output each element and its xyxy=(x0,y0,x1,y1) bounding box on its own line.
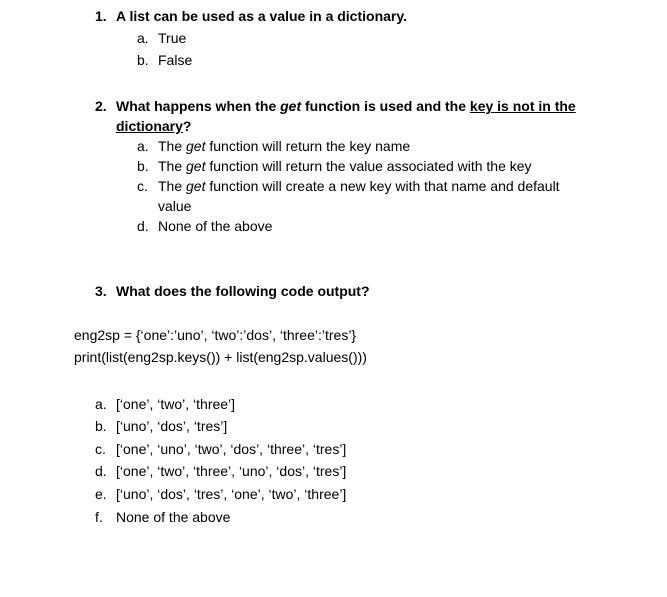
q2-qmark: ? xyxy=(182,118,192,134)
q3-option-c: [‘one’, ‘uno’, ‘two’, ‘dos’, ‘three’, ‘tres’] xyxy=(116,441,347,457)
q2-option-d-letter: d. xyxy=(137,218,149,234)
q3-option-a-letter: a. xyxy=(95,396,107,412)
q1-option-a-letter: a. xyxy=(137,30,149,46)
question-2-text-line1 xyxy=(116,96,576,116)
code-line-2: print(list(eng2sp.keys()) + list(eng2sp.values())) xyxy=(74,349,367,365)
q2-option-c-continued: value xyxy=(158,198,192,214)
q2-option-b-letter: b. xyxy=(137,158,149,174)
question-3-text: What does the following code output? xyxy=(116,283,370,299)
question-3-number: 3. xyxy=(95,283,107,299)
q3-option-a: [‘one’, ‘two’, ‘three’] xyxy=(116,396,236,412)
q2-option-a xyxy=(158,136,410,156)
q3-option-f: None of the above xyxy=(116,509,231,525)
q2-option-a-letter: a. xyxy=(137,138,149,154)
q3-option-e-letter: e. xyxy=(95,486,107,502)
question-1-text: A list can be used as a value in a dictionary. xyxy=(116,8,407,24)
q2-option-b xyxy=(158,156,532,176)
q1-option-b-letter: b. xyxy=(137,52,149,68)
q2-option-a-post: function will return the key name xyxy=(205,138,411,154)
q3-option-c-letter: c. xyxy=(95,441,106,457)
q3-option-b-letter: b. xyxy=(95,418,107,434)
q2-option-d: None of the above xyxy=(158,218,273,234)
q2-option-a-pre: The xyxy=(158,138,187,154)
q2-option-b-em: get xyxy=(186,158,206,174)
q3-option-e: [‘uno’, ‘dos’, ‘tres’, ‘one’, ‘two’, ‘three’] xyxy=(116,486,347,502)
q3-option-f-letter: f. xyxy=(95,509,103,525)
q2-option-c-letter: c. xyxy=(137,178,148,194)
q2-text-before: What happens when the xyxy=(116,98,281,114)
question-2-text-line2 xyxy=(116,116,191,136)
question-2-number: 2. xyxy=(95,98,107,114)
q1-option-a: True xyxy=(158,30,187,46)
q2-text-middle: function is used and the xyxy=(301,98,470,114)
q3-option-d-letter: d. xyxy=(95,463,107,479)
q2-underlined-1: key is not in the xyxy=(469,98,576,114)
q2-option-c-em: get xyxy=(186,178,206,194)
q2-option-c xyxy=(158,176,560,196)
q2-get-word: get xyxy=(280,98,302,114)
q2-option-b-post: function will return the value associated with the key xyxy=(205,158,532,174)
q2-option-b-pre: The xyxy=(158,158,187,174)
code-line-1: eng2sp = {‘one’:’uno’, ‘two’:’dos’, ‘three’:’tres’} xyxy=(74,327,357,343)
q2-underlined-2: dictionary xyxy=(116,118,183,134)
question-1-number: 1. xyxy=(95,8,107,24)
q1-option-b: False xyxy=(158,52,193,68)
q2-option-c-pre: The xyxy=(158,178,187,194)
q3-option-b: [‘uno’, ‘dos’, ‘tres’] xyxy=(116,418,228,434)
q2-option-c-post: function will create a new key with that name and default xyxy=(205,178,560,194)
q3-option-d: [‘one’, ‘two’, ‘three’, ‘uno’, ‘dos’, ‘tres’] xyxy=(116,463,347,479)
q2-option-a-em: get xyxy=(186,138,206,154)
